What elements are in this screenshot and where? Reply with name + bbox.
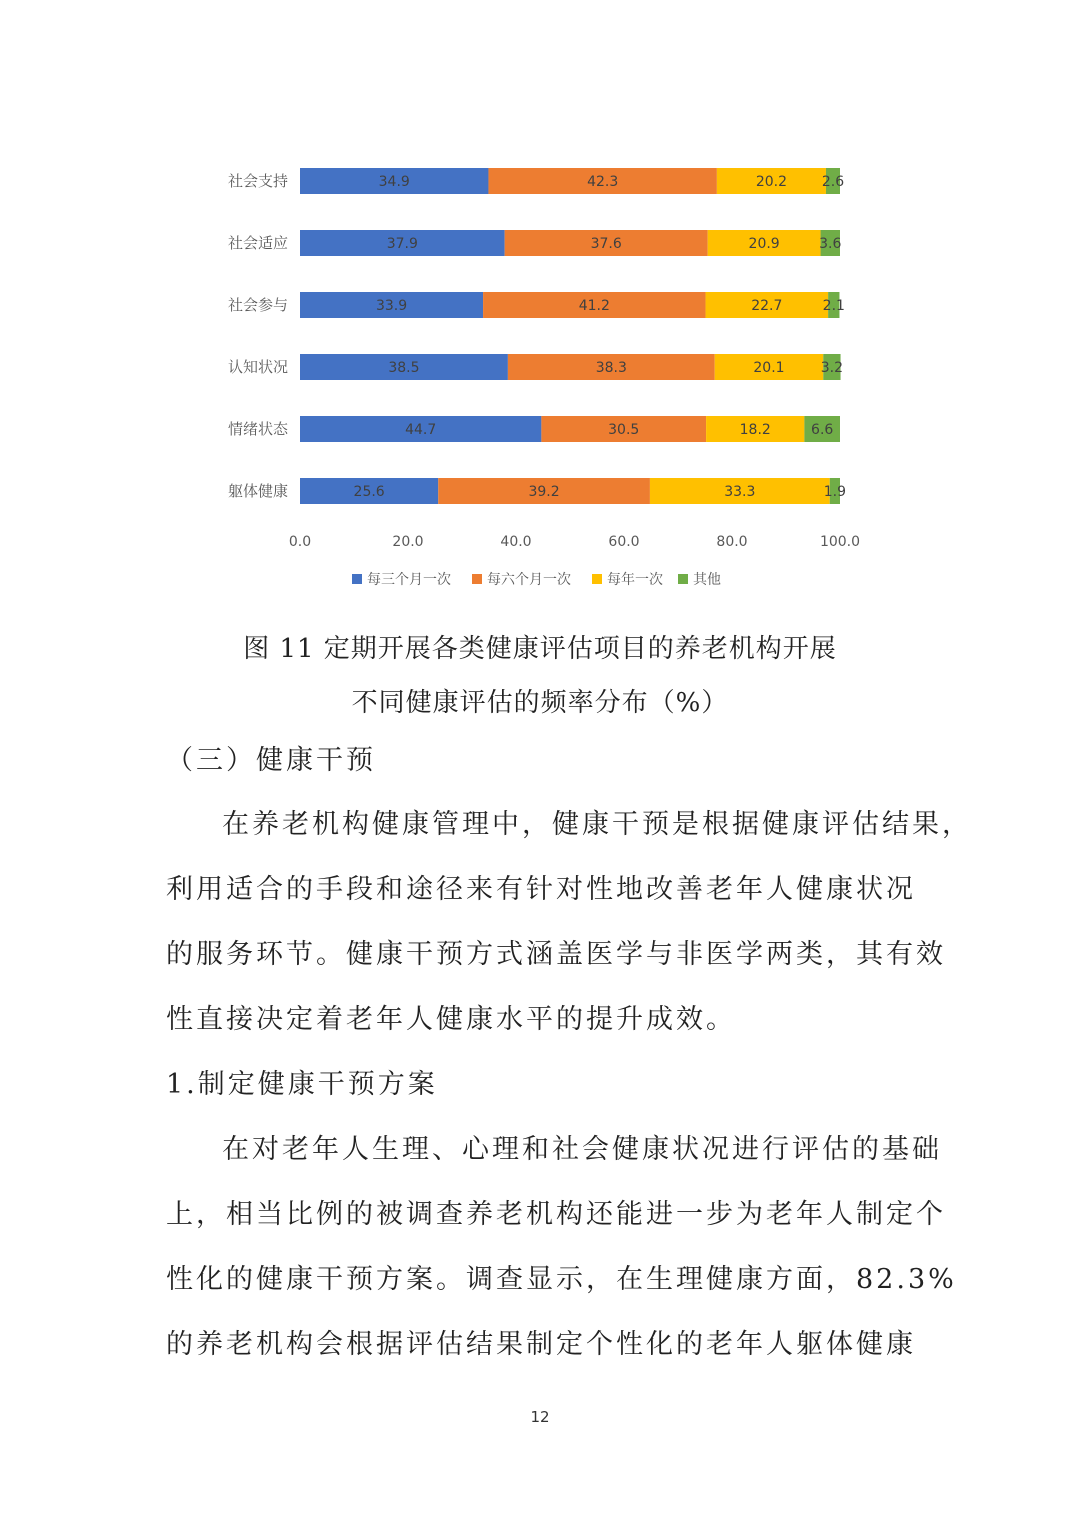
data-label: 37.9: [386, 236, 418, 252]
x-tick-label: 40.0: [500, 534, 532, 550]
category-label: 躯体健康: [227, 482, 288, 500]
subheading: 1.制定健康干预方案: [166, 1069, 438, 1100]
data-label: 2.6: [821, 174, 845, 190]
data-label: 1.9: [823, 484, 847, 500]
figure-caption-line-1: 图 11 定期开展各类健康评估项目的养老机构开展: [243, 634, 837, 664]
data-label: 18.2: [739, 422, 771, 438]
data-label: 42.3: [587, 174, 619, 190]
data-label: 3.6: [819, 236, 842, 252]
data-label: 22.7: [751, 298, 783, 314]
figure-caption-line-2: 不同健康评估的频率分布（%）: [351, 688, 729, 718]
data-label: 20.1: [753, 360, 785, 376]
page-number: 12: [530, 1408, 550, 1426]
data-label: 37.6: [590, 236, 622, 252]
legend-label: 其他: [693, 572, 721, 588]
category-label: 社会适应: [227, 234, 288, 252]
data-label: 33.9: [375, 298, 408, 314]
x-tick-label: 100.0: [819, 534, 861, 550]
x-tick-label: 60.0: [608, 534, 640, 550]
data-label: 25.6: [353, 484, 385, 500]
paragraph-2-line-2: 上，相当比例的被调查养老机构还能进一步为老年人制定个: [166, 1199, 946, 1230]
data-label: 38.3: [595, 360, 627, 376]
data-label: 34.9: [378, 174, 410, 190]
legend-label: 每六个月一次: [487, 572, 571, 588]
stacked-bar-chart: [200, 150, 900, 600]
data-label: 30.5: [608, 422, 640, 438]
paragraph-2-line-4: 的养老机构会根据评估结果制定个性化的老年人躯体健康: [166, 1329, 916, 1360]
legend-swatch: [592, 574, 602, 584]
data-label: 44.7: [405, 422, 437, 438]
data-label: 20.9: [748, 236, 780, 252]
legend-label: 每年一次: [607, 572, 663, 588]
paragraph-2-line-1: 在对老年人生理、心理和社会健康状况进行评估的基础: [222, 1134, 942, 1165]
data-label: 2.1: [822, 298, 845, 314]
legend-swatch: [472, 574, 482, 584]
category-label: 情绪状态: [227, 420, 288, 438]
legend-swatch: [352, 574, 362, 584]
data-label: 38.5: [388, 360, 420, 376]
category-label: 社会支持: [227, 172, 288, 190]
category-label: 认知状况: [227, 358, 288, 376]
data-label: 33.3: [724, 484, 756, 500]
paragraph-1-line-1: 在养老机构健康管理中，健康干预是根据健康评估结果，: [222, 809, 972, 840]
paragraph-1-line-3: 的服务环节。健康干预方式涵盖医学与非医学两类，其有效: [166, 939, 946, 970]
data-label: 39.2: [528, 484, 560, 500]
paragraph-1-line-4: 性直接决定着老年人健康水平的提升成效。: [166, 1004, 736, 1035]
x-tick-label: 80.0: [716, 534, 748, 550]
data-label: 6.6: [811, 422, 834, 438]
paragraph-2-line-3: 性化的健康干预方案。调查显示，在生理健康方面，82.3%: [166, 1264, 957, 1295]
data-label: 20.2: [755, 174, 788, 190]
category-label: 社会参与: [227, 296, 288, 314]
legend-label: 每三个月一次: [367, 572, 451, 588]
paragraph-1-line-2: 利用适合的手段和途径来有针对性地改善老年人健康状况: [166, 874, 916, 905]
x-tick-label: 20.0: [392, 534, 424, 550]
x-tick-label: 0.0: [288, 534, 312, 550]
legend-swatch: [678, 574, 688, 584]
data-label: 41.2: [578, 298, 610, 314]
section-heading: （三）健康干预: [166, 745, 376, 776]
data-label: 3.2: [820, 360, 844, 376]
